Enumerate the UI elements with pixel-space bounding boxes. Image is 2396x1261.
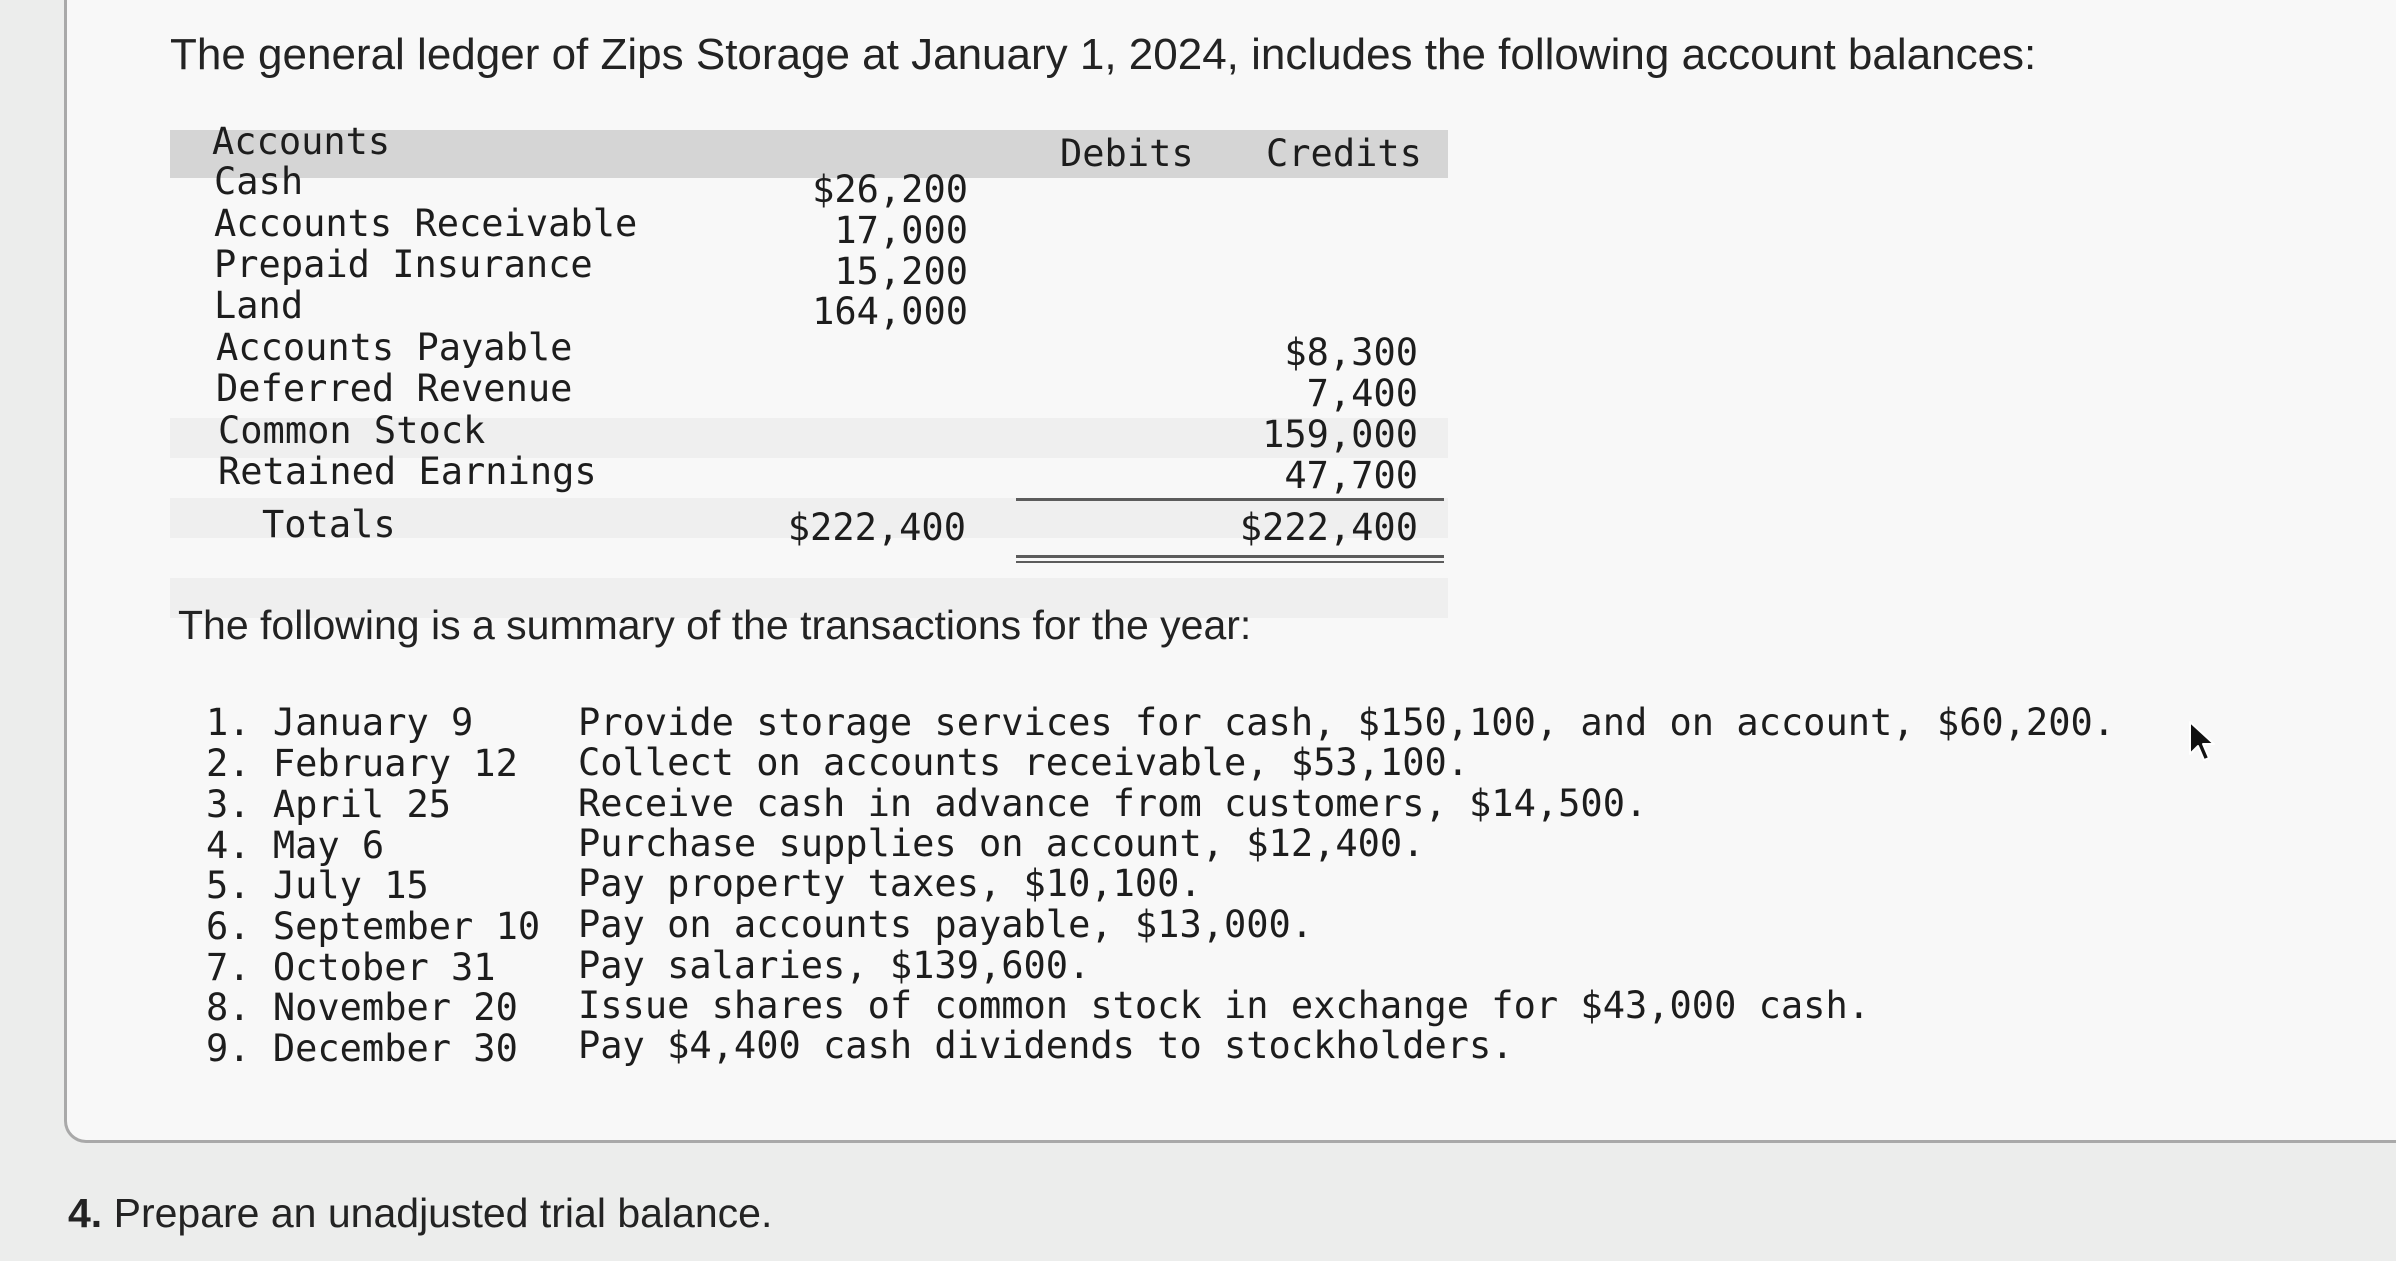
subtotal-rule [1016, 498, 1444, 501]
total-rule-lower [1016, 561, 1444, 563]
debit-value: 17,000 [834, 209, 968, 252]
credit-value: 7,400 [1306, 372, 1418, 415]
debit-value: $26,200 [812, 168, 968, 211]
transaction-date: 9. December 30 [206, 1027, 518, 1070]
account-name: Land [214, 284, 304, 327]
transaction-description: Pay property taxes, $10,100. [578, 862, 1202, 905]
transaction-description: Collect on accounts receivable, $53,100. [578, 741, 1470, 784]
account-name: Deferred Revenue [216, 367, 573, 410]
total-rule-upper [1016, 555, 1444, 558]
account-name: Cash [214, 160, 304, 203]
transaction-description: Purchase supplies on account, $12,400. [578, 822, 1425, 865]
question-text: Prepare an unadjusted trial balance. [113, 1190, 773, 1236]
totals-debit: $222,400 [787, 506, 966, 549]
transaction-date: 6. September 10 [206, 905, 541, 948]
header-credits: Credits [1266, 132, 1422, 175]
transaction-description: Pay salaries, $139,600. [578, 944, 1091, 987]
account-name: Retained Earnings [218, 450, 597, 493]
transaction-date: 5. July 15 [206, 864, 429, 907]
transaction-date: 2. February 12 [206, 742, 518, 785]
header-debits: Debits [1060, 132, 1194, 175]
intro-text: The general ledger of Zips Storage at January 1, 2024, includes the following account balances: [170, 30, 2037, 79]
debit-value: 15,200 [834, 250, 968, 293]
account-name: Prepaid Insurance [214, 243, 593, 286]
account-name: Accounts Receivable [214, 202, 638, 245]
account-name: Common Stock [218, 409, 486, 452]
transaction-description: Receive cash in advance from customers, $14,500. [578, 782, 1648, 825]
mouse-pointer-icon [2188, 720, 2218, 764]
credit-value: 47,700 [1284, 454, 1418, 497]
totals-credit: $222,400 [1239, 506, 1418, 549]
transaction-description: Pay on accounts payable, $13,000. [578, 903, 1314, 946]
header-accounts: Accounts [212, 120, 391, 163]
transaction-date: 8. November 20 [206, 986, 518, 1029]
credit-value: $8,300 [1284, 331, 1418, 374]
account-name: Accounts Payable [216, 326, 573, 369]
question-prompt [68, 1190, 772, 1237]
summary-text: The following is a summary of the transactions for the year: [178, 602, 1252, 648]
totals-label: Totals [262, 503, 396, 546]
transaction-date: 3. April 25 [206, 783, 452, 826]
transaction-description: Issue shares of common stock in exchange for $43,000 cash. [578, 984, 1871, 1027]
transaction-date: 1. January 9 [206, 701, 474, 744]
transaction-date: 7. October 31 [206, 946, 496, 989]
credit-value: 159,000 [1262, 413, 1418, 456]
question-number: 4. [68, 1190, 103, 1236]
debit-value: 164,000 [812, 290, 968, 333]
transaction-description: Provide storage services for cash, $150,100, and on account, $60,200. [578, 701, 2116, 744]
transaction-description: Pay $4,400 cash dividends to stockholders. [578, 1024, 1514, 1067]
transaction-date: 4. May 6 [206, 824, 385, 867]
